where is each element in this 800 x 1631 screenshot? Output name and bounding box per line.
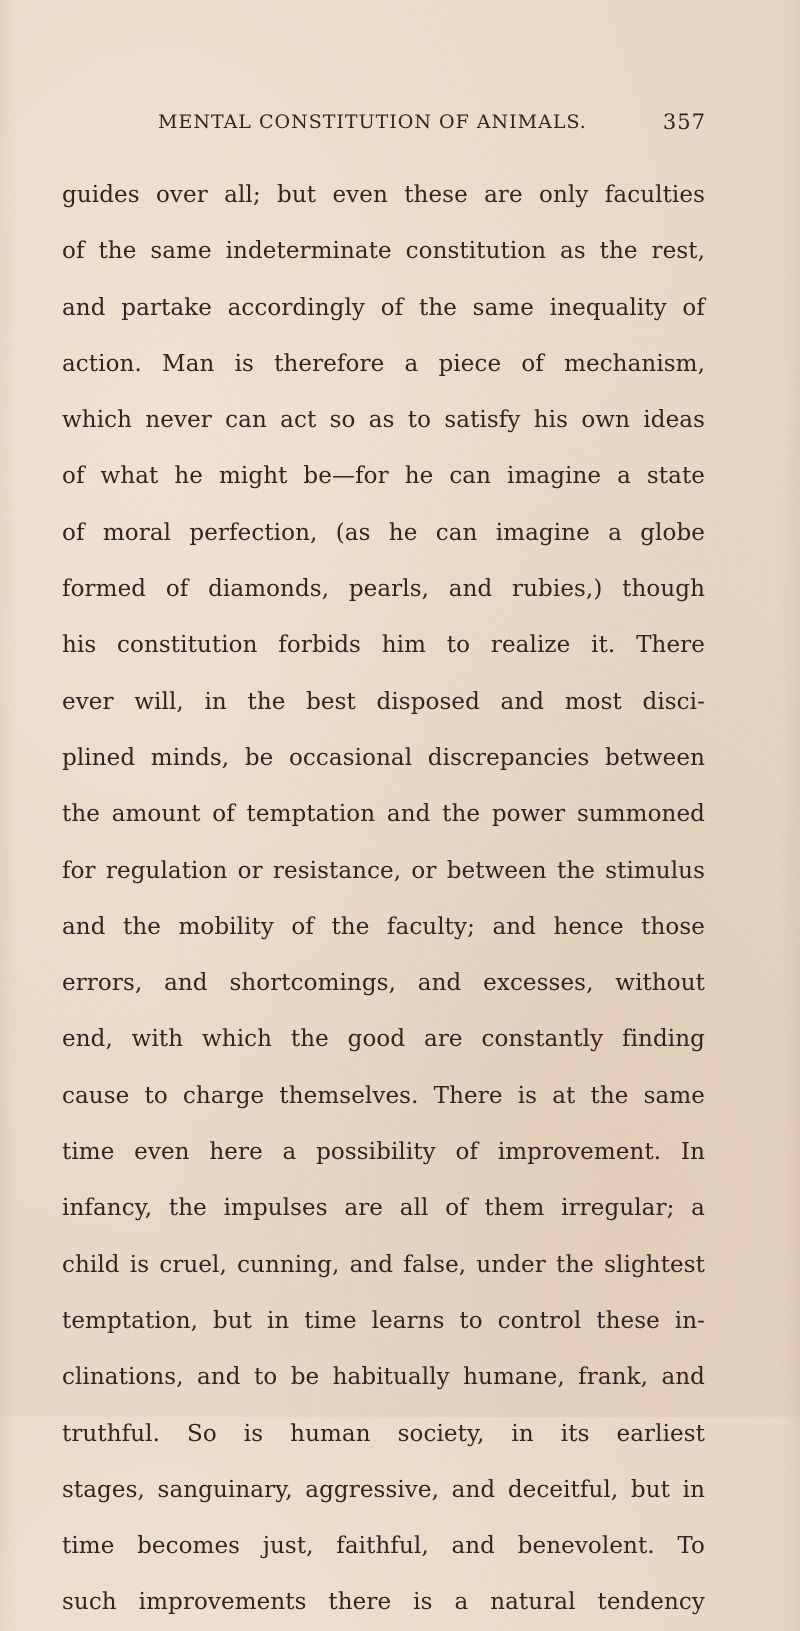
text-line: infancy, the impulses are all of them irregular; a: [62, 1195, 705, 1222]
text-line: guides over all; but even these are only faculties: [62, 182, 705, 208]
body-text: [62, 167, 705, 1631]
text-line: stages, sanguinary, aggressive, and deceitful, but in: [62, 1476, 705, 1503]
text-line: plined minds, be occasional discrepancies between: [62, 744, 705, 771]
text-line: the amount of temptation and the power summoned: [62, 801, 705, 828]
text-line: end, with which the good are constantly finding: [62, 1026, 705, 1053]
text-line: and partake accordingly of the same inequality of: [62, 294, 705, 321]
text-line: of moral perfection, (as he can imagine a globe: [62, 519, 705, 546]
page-number: 357: [662, 110, 706, 134]
text-line: time even here a possibility of improvement. In: [62, 1139, 705, 1166]
text-line: formed of diamonds, pearls, and rubies,) though: [62, 576, 705, 603]
text-line: cause to charge themselves. There is at the same: [62, 1082, 705, 1109]
text-line: which never can act so as to satisfy his own ideas: [62, 407, 705, 434]
text-line: of what he might be—for he can imagine a state: [62, 463, 705, 490]
text-line: clinations, and to be habitually humane, frank, and: [62, 1364, 705, 1391]
text-line: such improvements there is a natural tendency: [62, 1589, 705, 1616]
running-head: [158, 106, 706, 138]
text-line: of the same indeterminate constitution as the rest,: [62, 238, 705, 265]
text-line: action. Man is therefore a piece of mechanism,: [62, 350, 705, 377]
text-line: errors, and shortcomings, and excesses, without: [62, 970, 705, 997]
text-line: ever will, in the best disposed and most disci-: [62, 688, 705, 715]
text-line: his constitution forbids him to realize it. There: [62, 632, 705, 659]
text-line: truthful. So is human society, in its earliest: [62, 1420, 705, 1447]
text-line: temptation, but in time learns to control these in-: [62, 1307, 705, 1334]
text-line: for regulation or resistance, or between the stimulus: [62, 857, 705, 884]
running-head-title: MENTAL CONSTITUTION OF ANIMALS.: [158, 111, 587, 133]
text-line: child is cruel, cunning, and false, under the slightest: [62, 1251, 705, 1278]
text-line: time becomes just, faithful, and benevolent. To: [62, 1533, 705, 1560]
text-line: and the mobility of the faculty; and hence those: [62, 913, 705, 940]
